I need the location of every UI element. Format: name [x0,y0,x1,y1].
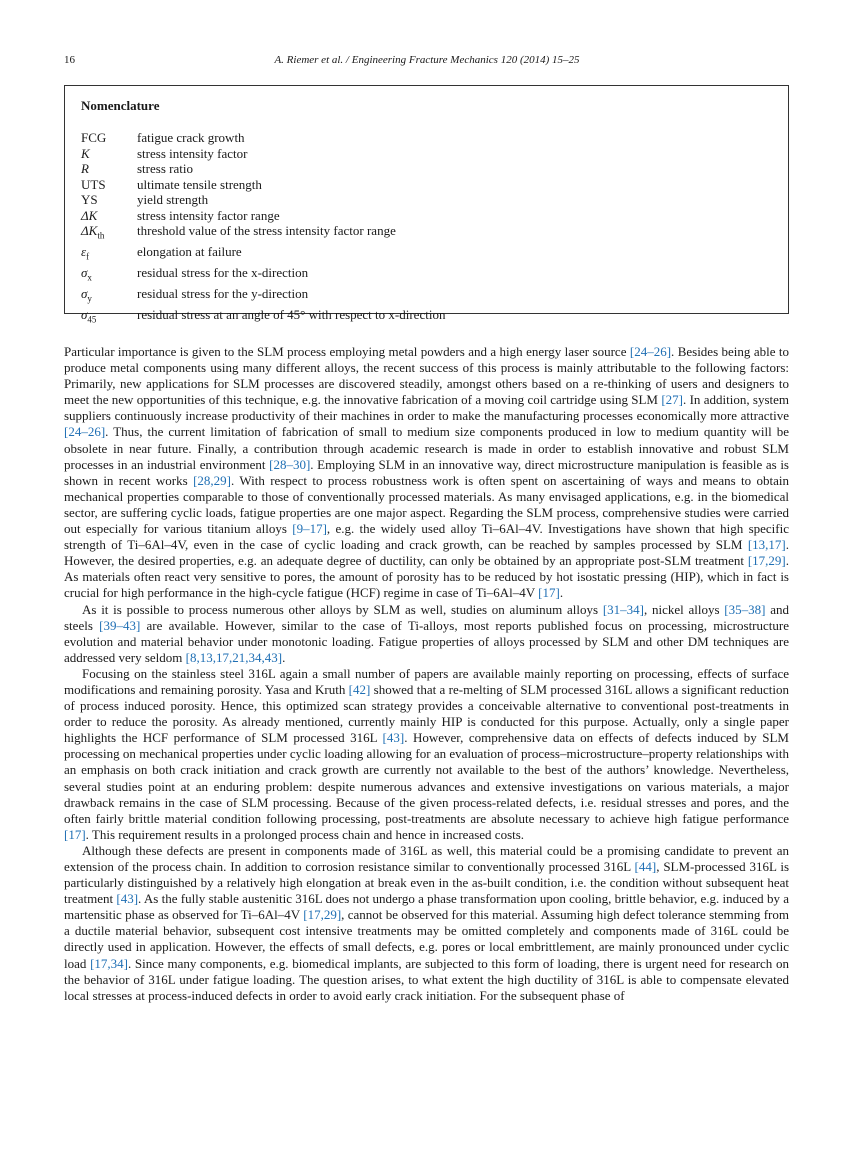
nomenclature-definition: fatigue crack growth [137,130,245,145]
citation-link[interactable]: [17] [64,826,86,842]
body-paragraph [64,344,789,602]
running-header [64,53,790,67]
paragraph-text: . [282,649,286,665]
nomenclature-entry [81,161,772,177]
nomenclature-symbol: $\sigma_x$ [81,265,92,283]
nomenclature-symbol: YS [81,192,98,207]
paragraph-text: Although these defects are present in components made of 316L as well, this material could be a promising candidate to prevent an extension of the process chain. In addition to corrosion resistance similar to conventionally processed 316L [64,842,789,874]
paragraph-text: , cannot be observed for this material. Assuming high defect tolerance stemming from a ductile material behavior, subsequent cost intensive treatments may be omitted completely and components made of 316L could be directly used in application. However, the effects of small defects, e.g. pores or local embrittlement, are mainly pronounced under cyclic load [64,907,789,971]
paragraph-text: . This requirement results in a prolonged process chain and hence in increased costs. [85,826,525,842]
citation-link[interactable]: [9–17] [292,521,327,537]
nomenclature-symbol: $\sigma_{45}$ [81,307,97,325]
paragraph-text: showed that a re-melting of SLM processed 316L allows a significant reduction of process induced porosity. Hence, this optimized scan strategy provides a conceivable alternative to conventional post-treatments in order to reduce the porosity. As already mentioned, currently mainly HIP is conducted for this purpose. Actually, only a single paper highlights the HCF performance of SLM processed 316L [64,681,789,746]
nomenclature-list [81,130,772,328]
paragraph-text: . As materials often react very sensitive to pores, the amount of porosity has to be reduced by hot isostatic pressing (HIP), which in fact is crucial for high performance in the high-cycle fatigue (HCF) regime in case of Ti–6Al–4V [64,553,789,601]
paragraph-text: . With respect to process robustness work is often spent on ascertaining of ways and means to obtain mechanical properties comparable to those of conventionally processed materials. As many envisaged applications, e.g. in the biomedical sector, are suffering cyclic loads, fatigue properties are one major aspect. Regarding the SLM process, comprehensive studies were carried out especially for various titanium alloys [64,472,789,537]
nomenclature-symbol: UTS [81,176,106,192]
nomenclature-entry [81,265,772,286]
nomenclature-entry [81,307,772,328]
paragraph-text: . Employing SLM in an innovative way, direct microstructure manipulation is feasible as is shown in recent works [64,456,789,488]
paragraph-text: Particular importance is given to the SLM process employing metal powders and a high energy laser source [64,344,630,359]
page-number: 16 [64,54,75,66]
nomenclature-entry [81,130,772,146]
paragraph-text: Focusing on the stainless steel 316L again a small number of papers are available mainly reporting on processing, effects of surface modifications and remaining porosity. Yasa and Kruth [64,665,789,697]
citation-link[interactable]: [39–43] [99,617,141,633]
paragraph-text: As it is possible to process numerous other alloys by SLM as well, studies on aluminum alloys [82,601,603,617]
nomenclature-entry [81,244,772,265]
nomenclature-box [64,85,789,325]
running-title: A. Riemer et al. / Engineering Fracture Mechanics 120 (2014) 15–25 [274,54,580,66]
citation-link[interactable]: [28–30] [269,456,311,472]
paragraph-text: . As the fully stable austenitic 316L does not undergo a phase transformation upon cooling, brittle behavior, e.g. induced by a martensitic phase as observed for Ti–6Al–4V [64,891,789,923]
paragraph-text: , e.g. the widely used alloy Ti–6Al–4V. Investigations have shown that high specific strength of Ti–6Al–4V, even in the case of cyclic loading and crack growth, can be reached by samples processed by SLM [64,521,789,553]
citation-link[interactable]: [43] [382,730,405,746]
nomenclature-definition: threshold value of the stress intensity factor range [137,223,396,238]
nomenclature-definition: residual stress at an angle of 45° with respect to x-direction [137,307,446,323]
nomenclature-symbol: $\Delta K_{th}$ [81,223,105,241]
citation-link[interactable]: [42] [348,681,371,697]
nomenclature-symbol: $\sigma_y$ [81,286,92,304]
citation-link[interactable]: [17,34] [90,955,128,971]
nomenclature-definition: stress intensity factor range [137,207,280,223]
paragraph-text: . [559,585,564,601]
nomenclature-entry [81,146,772,162]
nomenclature-symbol: K [81,145,90,161]
nomenclature-entry [81,286,772,307]
citation-link[interactable]: [43] [116,891,139,907]
nomenclature-definition: residual stress for the x-direction [137,265,309,281]
nomenclature-definition: residual stress for the y-direction [137,286,309,302]
body-paragraph [64,666,789,843]
nomenclature-entry [81,208,772,224]
citation-link[interactable]: [17] [538,585,560,601]
citation-link[interactable]: [24–26] [64,424,106,440]
nomenclature-entry [81,177,772,193]
nomenclature-symbol: $\varepsilon_f$ [81,244,90,262]
nomenclature-definition: stress intensity factor [137,145,248,161]
nomenclature-entry [81,223,772,244]
citation-link[interactable]: [31–34] [602,601,644,617]
citation-link[interactable]: [44] [634,859,657,874]
paragraph-text: . Thus, the current limitation of fabrication of small to medium size components produced in low to medium quantity will be obsolete in near future. Finally, a contribution through academic research is made in order to establish innovative and robust SLM processes in an industrial environment [64,424,789,472]
nomenclature-symbol: R [81,161,89,176]
citation-link[interactable]: [27] [661,392,683,408]
paragraph-text: and steels [64,601,789,633]
paragraph-text: . However, comprehensive data on effects of defects induced by SLM processing on mechanical properties under cyclic loading allowing for an evaluation of process–microstructure–property relationships with an emphasis on both crack initiation and crack growth are currently not available to the best of the authors’ knowledge. Nevertheless, several studies point at an enduring problem: despite numerous advances and extensive investigations on various materials, a major drawback remains in the case of SLM processing. Because of the given process-related defects, i.e. residual stresses and pores, and the often fairly brittle material condition following processing, post-treatments are absolute necessary to achieve high fatigue performance [64,730,789,826]
paragraph-text: . However, the desired properties, e.g. an adequate degree of ductility, can only be obtained by an appropriate post-SLM treatment [64,537,789,569]
paragraph-text: , SLM-processed 316L is particularly distinguished by a relatively high elongation at break even in the as-built condition, i.e. the condition without subsequent heat treatment [64,859,790,907]
nomenclature-symbol: FCG [81,130,107,145]
paragraph-text: . Since many components, e.g. biomedical implants, are subjected to this form of loading, there is urgent need for research on the behavior of 316L under fatigue loading. The question arises, to what extent the high ductility of 316L is able to compensate elevated local stresses at process-induced defects in order to avoid early crack initiation. For the subsequent phase of [64,955,789,1003]
body-paragraph [64,602,789,666]
paragraph-text: . In addition, system suppliers continuously increase productivity of their machines in order to make the manufacturing processes economically more attractive [64,392,790,424]
nomenclature-definition: ultimate tensile strength [137,176,262,192]
citation-link[interactable]: [24–26] [629,344,672,359]
body-paragraph [64,843,789,1004]
body-text [64,344,789,1004]
citation-link[interactable]: [28,29] [193,472,231,488]
citation-link[interactable]: [17,29] [303,907,342,923]
citation-link[interactable]: [17,29] [747,553,786,569]
paragraph-text: are available. However, similar to the case of Ti-alloys, most reports published focus on processing, microstructure evolution and material behavior under monotonic loading. Fatigue properties of alloys processed by SLM and other DM techniques are addressed very seldom [64,617,789,665]
nomenclature-entry [81,192,772,208]
nomenclature-definition: stress ratio [137,161,193,176]
paragraph-text: , nickel alloys [643,601,725,617]
paragraph-text: . Besides being able to produce metal components using many different alloys, the recent success of this process is mainly attributable to the following factors: Primarily, new applications for SLM processes are discovered steadily, amongst others based on a re-thinking of users and designers to meet the new opportunities of this technique, e.g. the innovative fabrication of a moving coil cartridge using SLM [64,344,789,408]
citation-link[interactable]: [13,17] [747,537,786,553]
nomenclature-definition: yield strength [137,192,209,207]
citation-link[interactable]: [8,13,17,21,34,43] [185,649,283,665]
nomenclature-definition: elongation at failure [137,244,242,260]
citation-link[interactable]: [35–38] [724,601,766,617]
nomenclature-title: Nomenclature [81,98,160,113]
nomenclature-symbol: ΔK [81,207,98,223]
